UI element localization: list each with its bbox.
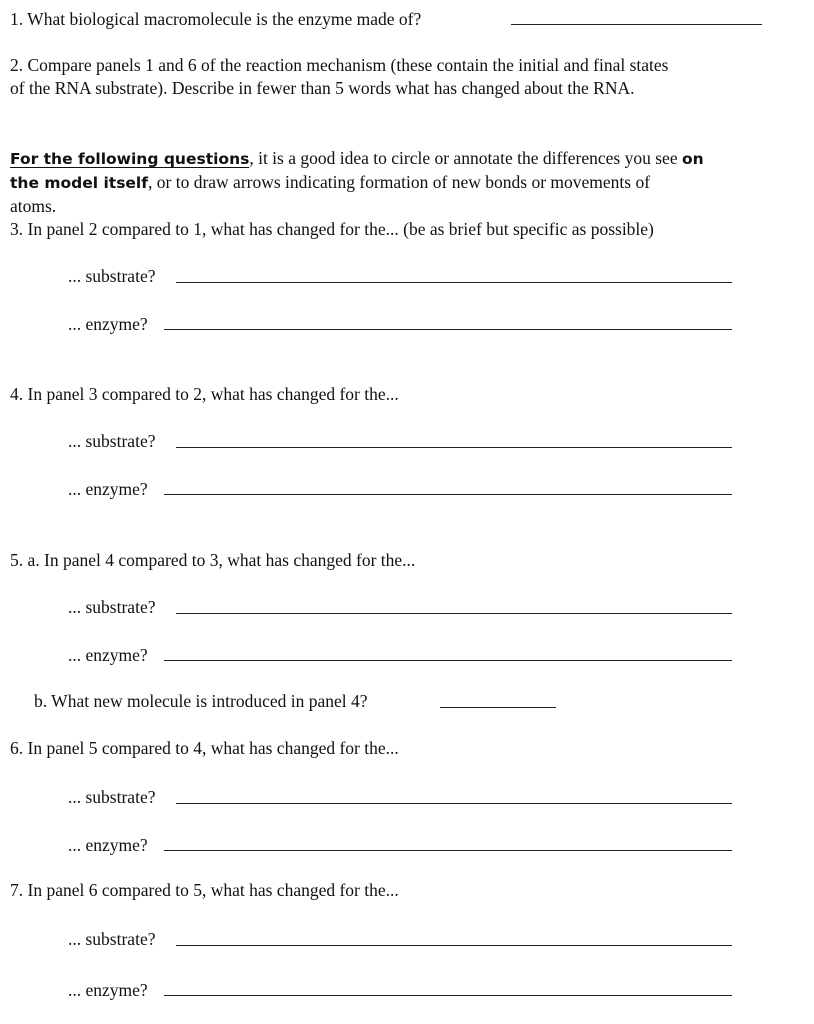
answer-line-q5-enzyme[interactable] [164, 660, 732, 661]
answer-line-q4-enzyme[interactable] [164, 494, 732, 495]
question-6: 6. In panel 5 compared to 4, what has changed for the... [10, 738, 399, 758]
q4-substrate-label: ... substrate? [68, 431, 156, 451]
instructions-line-3: atoms. [10, 196, 57, 216]
answer-line-q7-substrate[interactable] [176, 945, 732, 946]
instructions-text-2: , or to draw arrows indicating formation of new bonds or movements of [148, 172, 651, 192]
answer-line-q5b[interactable] [440, 707, 556, 708]
instructions-text-1: , it is a good idea to circle or annotate the differences you see [249, 148, 682, 168]
instructions-bold-on: on [681, 150, 704, 168]
question-7: 7. In panel 6 compared to 5, what has changed for the... [10, 880, 399, 900]
answer-line-q3-substrate[interactable] [176, 282, 732, 283]
q4-enzyme-label: ... enzyme? [68, 479, 148, 499]
q3-substrate-label: ... substrate? [68, 266, 156, 286]
answer-line-q1[interactable] [511, 24, 762, 25]
question-2-line-1: 2. Compare panels 1 and 6 of the reaction mechanism (these contain the initial and final states [10, 55, 669, 75]
instructions-bold-model: the model itself [10, 174, 148, 192]
question-5b: b. What new molecule is introduced in panel 4? [34, 691, 368, 711]
instructions-line-1 [10, 148, 704, 169]
answer-line-q5-substrate[interactable] [176, 613, 732, 614]
question-2-line-2: of the RNA substrate). Describe in fewer than 5 words what has changed about the RNA. [10, 78, 635, 98]
answer-line-q6-substrate[interactable] [176, 803, 732, 804]
answer-line-q3-enzyme[interactable] [164, 329, 732, 330]
question-5a: 5. a. In panel 4 compared to 3, what has changed for the... [10, 550, 416, 570]
answer-line-q6-enzyme[interactable] [164, 850, 732, 851]
q5-enzyme-label: ... enzyme? [68, 645, 148, 665]
answer-line-q7-enzyme[interactable] [164, 995, 732, 996]
q6-enzyme-label: ... enzyme? [68, 835, 148, 855]
question-1: 1. What biological macromolecule is the enzyme made of? [10, 9, 422, 29]
question-4: 4. In panel 3 compared to 2, what has changed for the... [10, 384, 399, 404]
q7-substrate-label: ... substrate? [68, 929, 156, 949]
instructions-lead: For the following questions [10, 150, 250, 168]
q5-substrate-label: ... substrate? [68, 597, 156, 617]
instructions-line-2 [10, 172, 650, 193]
q3-enzyme-label: ... enzyme? [68, 314, 148, 334]
q7-enzyme-label: ... enzyme? [68, 980, 148, 1000]
q6-substrate-label: ... substrate? [68, 787, 156, 807]
question-3: 3. In panel 2 compared to 1, what has changed for the... (be as brief but specific as possible) [10, 219, 654, 239]
answer-line-q4-substrate[interactable] [176, 447, 732, 448]
